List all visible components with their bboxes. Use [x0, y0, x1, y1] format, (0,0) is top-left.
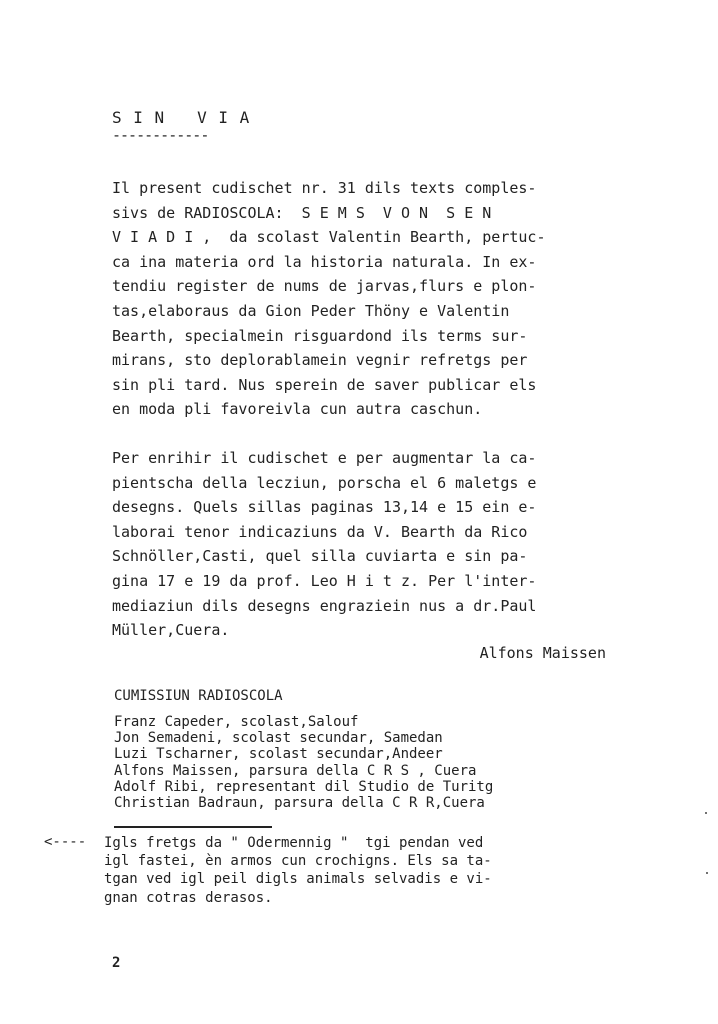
- committee-member: Luzi Tscharner, scolast secundar,Andeer: [114, 746, 443, 763]
- committee-member-list: [114, 714, 493, 811]
- committee-member: Franz Capeder, scolast,Salouf: [114, 714, 359, 730]
- arrow-left-icon: <----: [44, 834, 87, 850]
- paragraph-line: Bearth, specialmein risguardond ils terms sur-: [112, 326, 528, 345]
- paragraph-line: ca ina materia ord la historia naturala. In ex-: [112, 252, 537, 271]
- paragraph-line: tendiu register de nums de jarvas,flurs e plon-: [112, 277, 537, 296]
- committee-member: Alfons Maissen, parsura della C R S , Cuera: [114, 762, 477, 779]
- paragraph-line: sin pli tard. Nus sperein de saver publicar els: [112, 375, 537, 394]
- footnote-divider: [114, 826, 272, 828]
- page-title: S I N V I A: [112, 108, 251, 127]
- footnote-line: igl fastei, èn armos cun crochigns. Els sa ta-: [104, 853, 492, 870]
- intro-paragraph: [112, 176, 612, 422]
- committee-member: Jon Semadeni, scolast secundar, Samedan: [114, 730, 443, 747]
- paragraph-line: sivs de RADIOSCOLA: S E M S V O N S E N: [112, 203, 492, 222]
- footnote: [104, 834, 492, 907]
- paragraph-line: Il present cudischet nr. 31 dils texts comples-: [112, 179, 537, 197]
- paragraph-line: gina 17 e 19 da prof. Leo H i t z. Per l'inter-: [112, 571, 537, 590]
- illustrations-paragraph: [112, 446, 612, 643]
- author-signature: Alfons Maissen: [479, 644, 606, 662]
- committee-member: Christian Badraun, parsura della C R R,Cuera: [114, 795, 485, 812]
- paragraph-line: Müller,Cuera.: [112, 621, 230, 640]
- page-number: 2: [112, 955, 121, 971]
- paragraph-line: laborai tenor indicaziuns da V. Bearth da Rico: [112, 522, 528, 541]
- title-underline: ------------: [112, 126, 209, 144]
- paragraph-line: pientscha della lecziun, porscha el 6 maletgs e: [112, 473, 537, 492]
- paragraph-line: Per enrihir il cudischet e per augmentar la ca-: [112, 449, 537, 467]
- paragraph-line: mediaziun dils desegns engraziein nus a dr.Paul: [112, 596, 537, 615]
- paper-speck: [706, 872, 708, 874]
- paragraph-line: desegns. Quels sillas paginas 13,14 e 15 ein e-: [112, 498, 537, 517]
- paragraph-line: V I A D I , da scolast Valentin Bearth, pertuc-: [112, 228, 546, 247]
- footnote-line: tgan ved igl peil digls animals selvadis e vi-: [104, 871, 492, 888]
- committee-heading: CUMISSIUN RADIOSCOLA: [114, 688, 283, 704]
- paragraph-line: mirans, sto deplorablamein vegnir refretgs per: [112, 351, 528, 370]
- footnote-line: gnan cotras derasos.: [104, 889, 273, 906]
- paragraph-line: tas,elaboraus da Gion Peder Thöny e Valentin: [112, 301, 510, 320]
- paragraph-line: Schnöller,Casti, quel silla cuviarta e sin pa-: [112, 547, 528, 566]
- paragraph-line: en moda pli favoreivla cun autra caschun.: [112, 400, 483, 419]
- paper-speck: [705, 812, 707, 814]
- footnote-line: Igls fretgs da " Odermennig " tgi pendan ved: [104, 835, 484, 851]
- committee-member: Adolf Ribi, representant dil Studio de Turitg: [114, 778, 494, 795]
